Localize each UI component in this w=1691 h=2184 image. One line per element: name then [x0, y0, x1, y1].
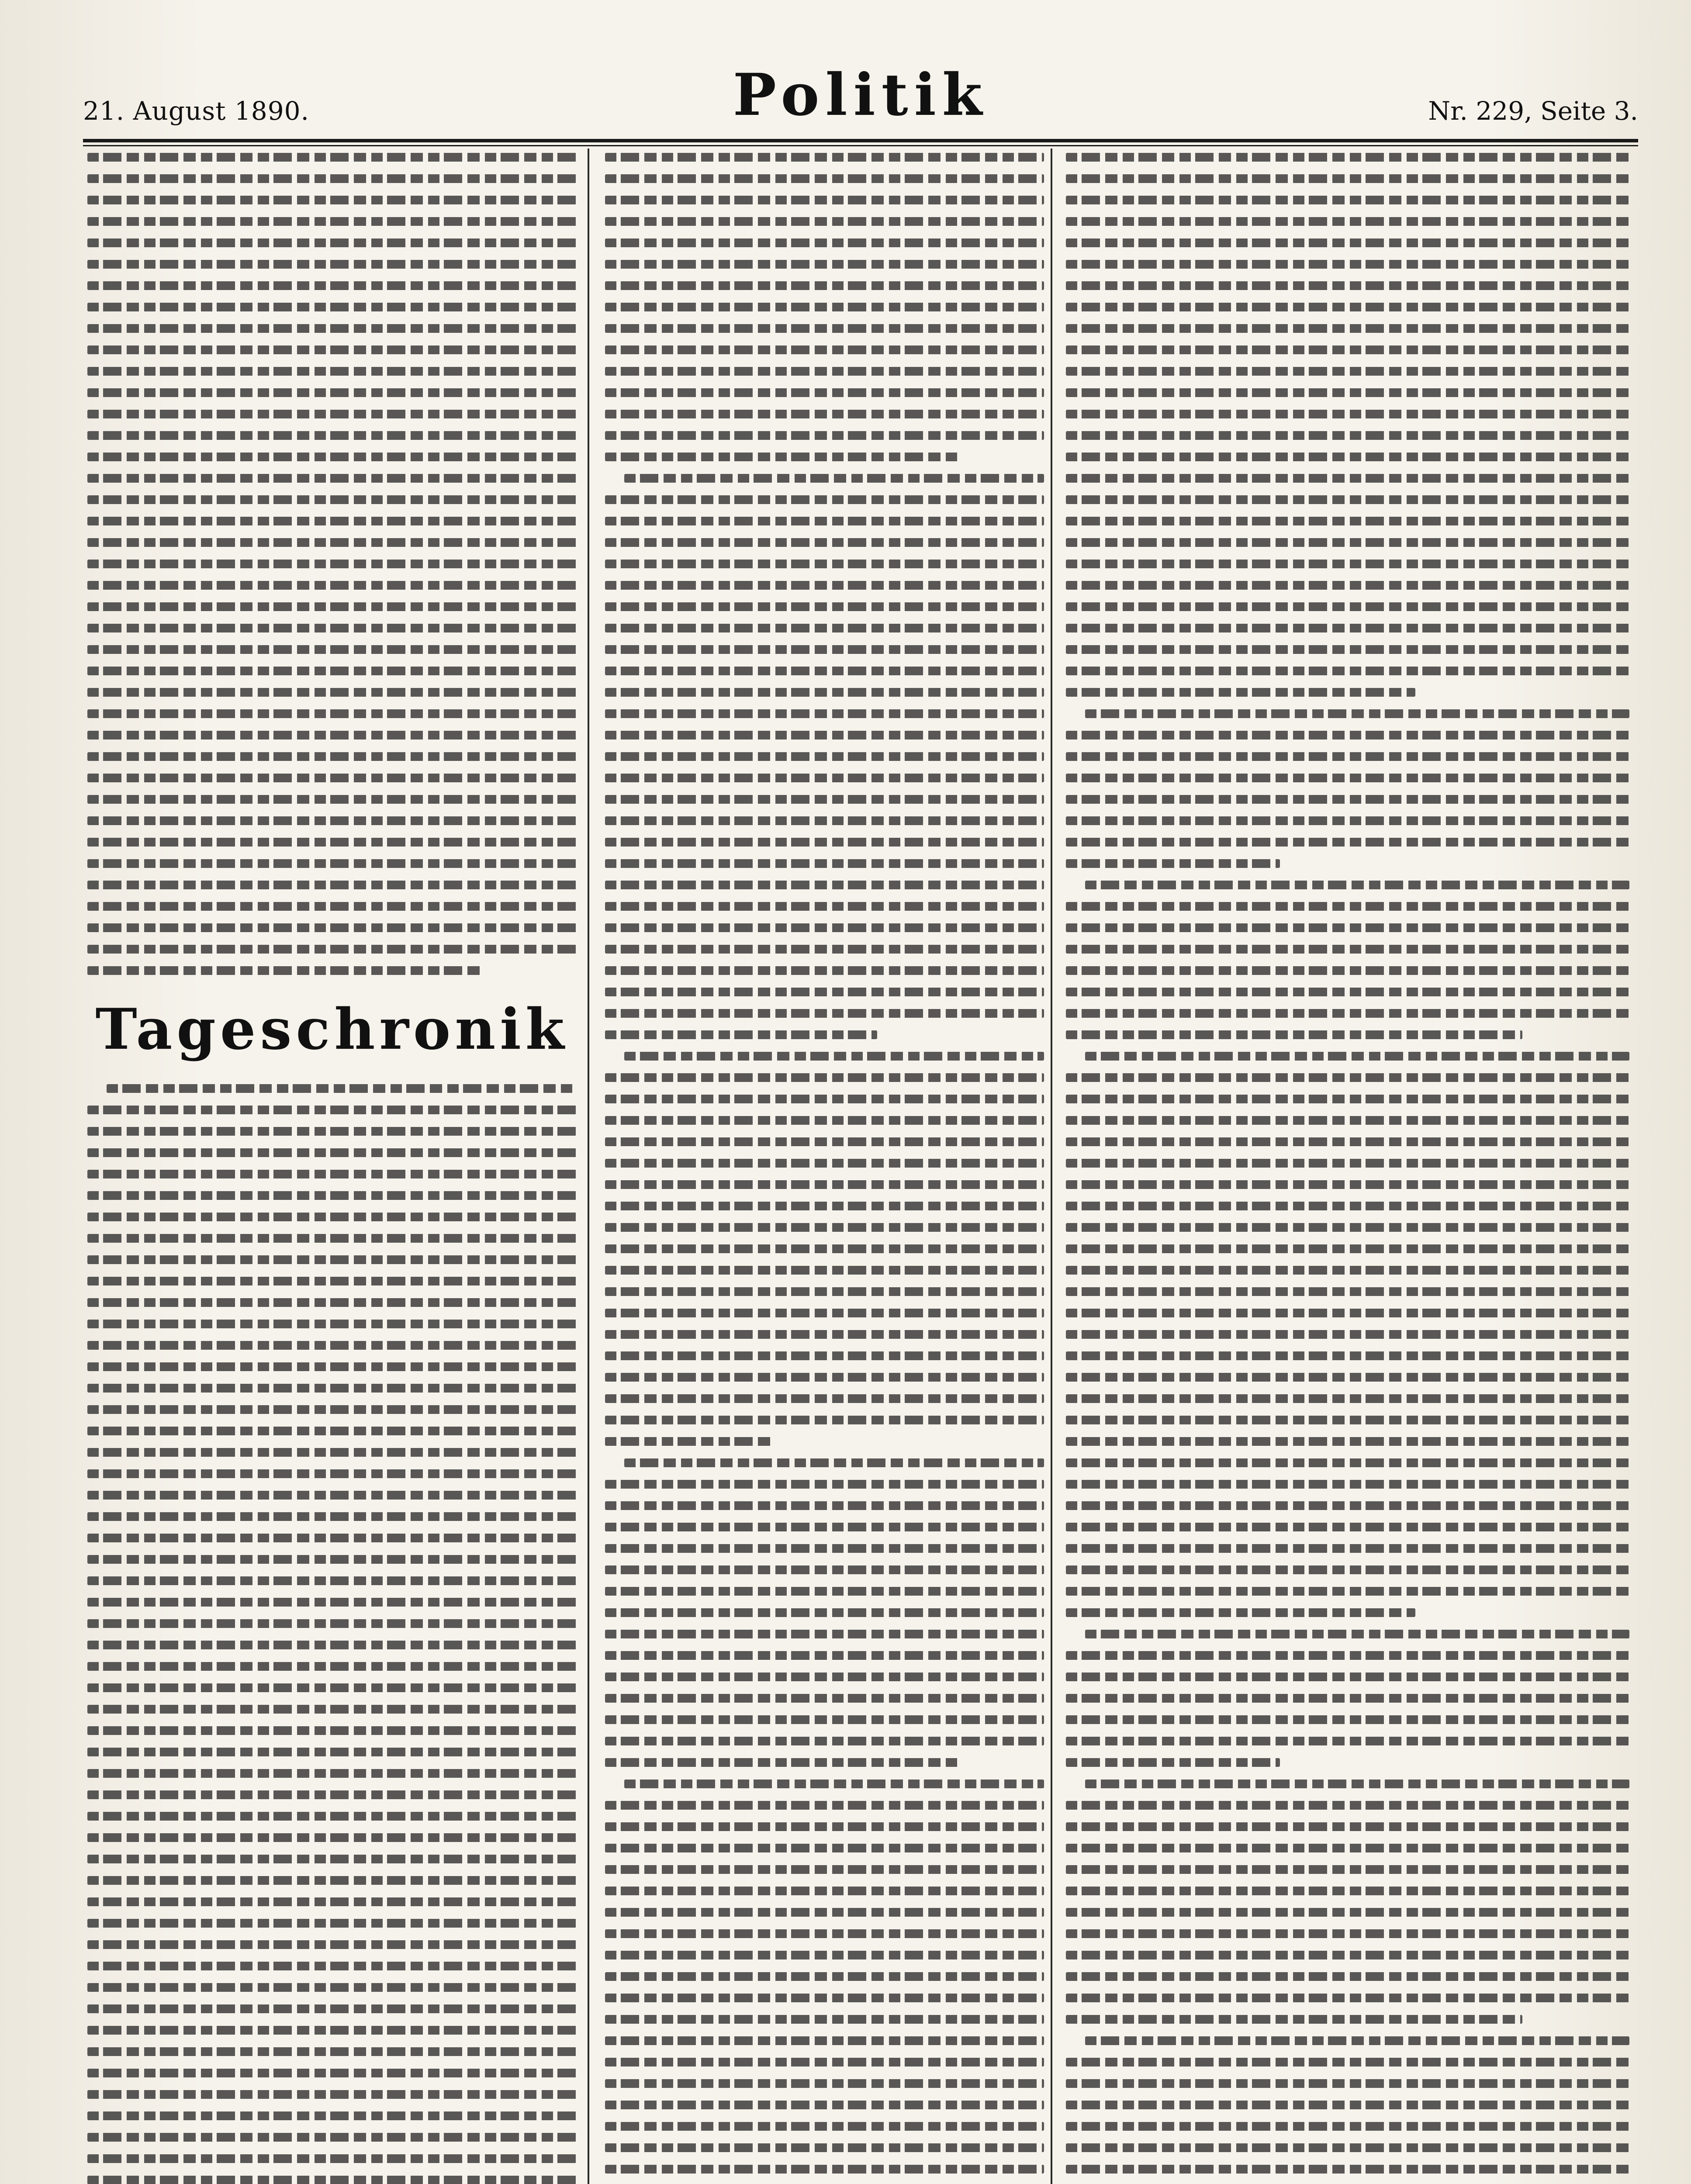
article-text-block	[1066, 153, 1629, 697]
article-text-block	[1066, 2036, 1629, 2184]
article-text-block	[1066, 1052, 1629, 1617]
article-text-block	[605, 1780, 1044, 2184]
article-text-block	[1066, 1630, 1629, 1767]
column-divider	[588, 149, 589, 2184]
masthead	[83, 61, 1638, 135]
column-divider	[1051, 149, 1052, 2184]
issue-date: 21. August 1890.	[83, 96, 309, 126]
article-text-block	[1066, 881, 1629, 1039]
masthead-rule-thin	[83, 145, 1638, 146]
article-text-block	[605, 1052, 1044, 1446]
article-text-block	[605, 1458, 1044, 1767]
section-heading-tageschronik: Tageschronik	[95, 997, 569, 1062]
article-text-block	[605, 153, 1044, 461]
article-text-block	[87, 153, 577, 975]
column-3	[1066, 153, 1629, 2184]
article-text-block	[605, 474, 1044, 1039]
masthead-rule	[83, 139, 1638, 142]
section-title: Politik	[733, 61, 989, 129]
article-text-block	[87, 1084, 577, 2184]
article-text-block	[1066, 709, 1629, 868]
column-2	[605, 153, 1044, 2184]
article-text-block	[1066, 1780, 1629, 2024]
issue-and-page-number: Nr. 229, Seite 3.	[1428, 96, 1638, 126]
column-1	[87, 153, 577, 2184]
